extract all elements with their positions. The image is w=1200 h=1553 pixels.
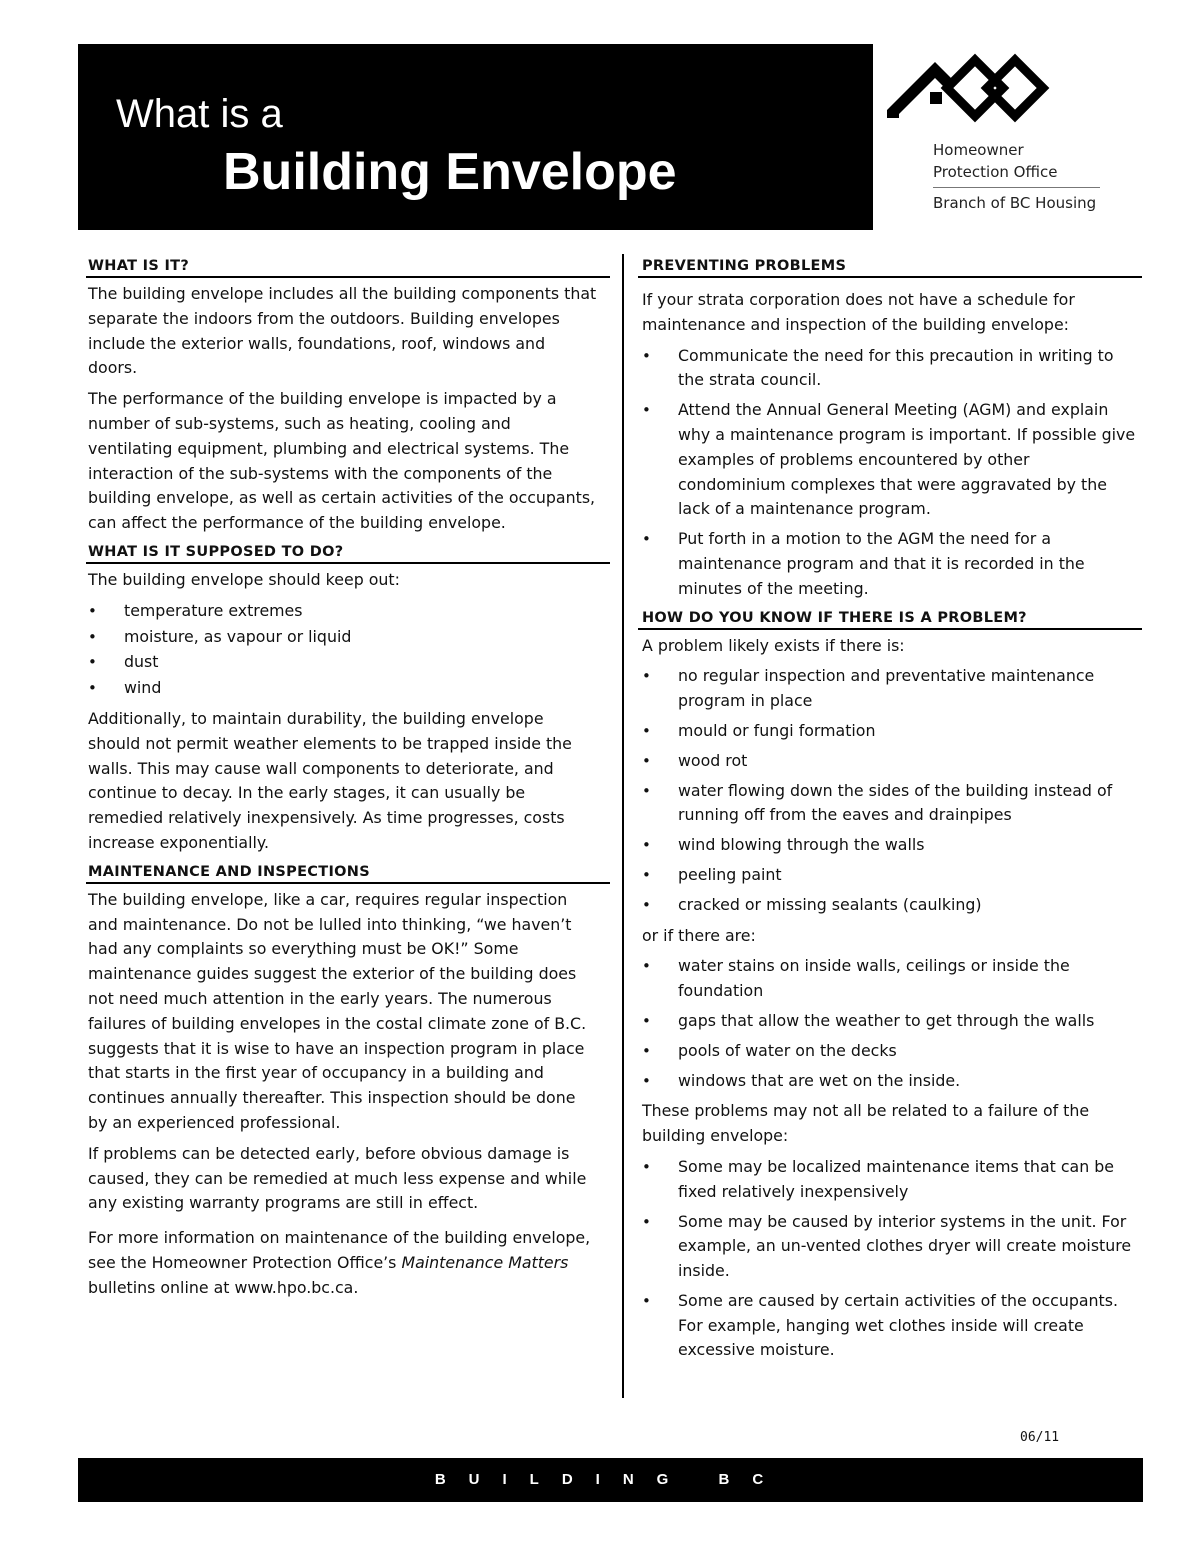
- left-column: [88, 256, 598, 1306]
- list-item: • Some may be caused by interior systems in the unit. For example, an un-vented clothes dryer will create moisture inside.: [642, 1210, 1136, 1284]
- list-item: • wind blowing through the walls: [642, 833, 1136, 858]
- heading-maintenance: MAINTENANCE AND INSPECTIONS: [86, 862, 610, 884]
- list-item: • Communicate the need for this precaution in writing to the strata council.: [642, 344, 1136, 394]
- list-item: • cracked or missing sealants (caulking): [642, 893, 1136, 918]
- logo-line-2: Protection Office: [933, 163, 1058, 181]
- list-item: • moisture, as vapour or liquid: [88, 625, 598, 650]
- heading-preventing-problems: PREVENTING PROBLEMS: [638, 256, 1142, 278]
- heading-what-is-it: WHAT IS IT?: [86, 256, 610, 278]
- paragraph: If problems can be detected early, before obvious damage is caused, they can be remedied at much less expense and while any existing warranty programs are still in effect.: [88, 1143, 587, 1213]
- text: bulletins online at www.hpo.bc.ca.: [88, 1277, 359, 1297]
- list-item: • peeling paint: [642, 863, 1136, 888]
- paragraph: [88, 1226, 598, 1300]
- hpo-logo: [885, 52, 1115, 227]
- issue-date: 06/11: [1020, 1430, 1060, 1445]
- heading-know-problem: HOW DO YOU KNOW IF THERE IS A PROBLEM?: [638, 608, 1142, 630]
- list-item: • pools of water on the decks: [642, 1039, 1136, 1064]
- list-item: • temperature extremes: [88, 599, 598, 624]
- list-item: • wood rot: [642, 749, 1136, 774]
- paragraph: The performance of the building envelope is impacted by a number of sub-systems, such as heating, cooling and ventilating equipment, plumbing and electrical systems. The interaction of the sub-systems with the components of the building envelope, as well as certain activities of the occupants, can affect the performance of the building envelope.: [88, 389, 596, 533]
- paragraph: If your strata corporation does not have a schedule for maintenance and inspection of the building envelope:: [642, 290, 1075, 334]
- title-line-1: What is a: [116, 92, 283, 136]
- logo-line-1: Homeowner: [933, 141, 1024, 159]
- publication-title: Maintenance Matters: [401, 1252, 569, 1272]
- list-item: • dust: [88, 650, 598, 675]
- paragraph: These problems may not all be related to a failure of the building envelope:: [642, 1101, 1090, 1146]
- list-item: • mould or fungi formation: [642, 719, 1136, 744]
- paragraph: or if there are:: [642, 925, 756, 945]
- list-item: • Attend the Annual General Meeting (AGM) and explain why a maintenance program is important. If possible give examples of problems encountered by other condominium complexes that were aggravated by the lack of a maintenance program.: [642, 398, 1136, 522]
- title-line-2: Building Envelope: [223, 143, 677, 201]
- paragraph: The building envelope should keep out:: [88, 569, 400, 589]
- heading-supposed-to-do: WHAT IS IT SUPPOSED TO DO?: [86, 542, 610, 564]
- paragraph: Additionally, to maintain durability, the building envelope should not permit weather elements to be trapped inside the walls. This may cause wall components to deteriorate, and continue to decay. In the early stages, it can usually be remedied relatively inexpensively. As time progresses, costs increase exponentially.: [88, 708, 572, 852]
- list-item: • Some may be localized maintenance items that can be fixed relatively inexpensively: [642, 1155, 1136, 1205]
- problem-list: [642, 664, 1136, 917]
- related-list: [642, 1155, 1136, 1363]
- title-banner: [78, 44, 873, 230]
- list-item: • Some are caused by certain activities of the occupants. For example, hanging wet clothes inside will create excessive moisture.: [642, 1289, 1136, 1363]
- list-item: • water flowing down the sides of the building instead of running off from the eaves and drainpipes: [642, 779, 1136, 829]
- column-divider: [622, 254, 624, 1398]
- preventing-list: [642, 344, 1136, 602]
- list-item: • no regular inspection and preventative maintenance program in place: [642, 664, 1136, 714]
- list-item: • wind: [88, 676, 598, 701]
- list-item: • windows that are wet on the inside.: [642, 1069, 1136, 1094]
- list-item: • water stains on inside walls, ceilings or inside the foundation: [642, 954, 1136, 1004]
- footer-banner: BUILDING BC: [78, 1458, 1143, 1502]
- text: For more information on maintenance of the building envelope, see the Homeowner Protection Office’s: [88, 1228, 591, 1272]
- right-column: [642, 256, 1136, 1369]
- logo-line-3: Branch of BC Housing: [933, 194, 1097, 212]
- problem-list-2: [642, 954, 1136, 1093]
- paragraph: The building envelope includes all the building components that separate the indoors from the outdoors. Building envelopes include the exterior walls, foundations, roof, windows and doors.: [88, 284, 597, 378]
- paragraph: A problem likely exists if there is:: [642, 635, 905, 655]
- list-item: • gaps that allow the weather to get through the walls: [642, 1009, 1136, 1034]
- list-item: • Put forth in a motion to the AGM the need for a maintenance program and that it is recorded in the minutes of the meeting.: [642, 527, 1136, 601]
- hpo-house-diamond-icon: [885, 52, 1055, 132]
- keep-out-list: [88, 599, 598, 701]
- paragraph: The building envelope, like a car, requires regular inspection and maintenance. Do not be lulled into thinking, “we haven’t had any complaints so everything must be OK!” Some maintenance guides suggest the exterior of the building does not need much attention in the early years. The numerous failures of building envelopes in the costal climate zone of B.C. suggests that it is wise to have an inspection program in place that starts in the first year of occupancy in a building and continues annually thereafter. This inspection should be done by an experienced professional.: [88, 889, 587, 1132]
- logo-divider: [933, 187, 1100, 188]
